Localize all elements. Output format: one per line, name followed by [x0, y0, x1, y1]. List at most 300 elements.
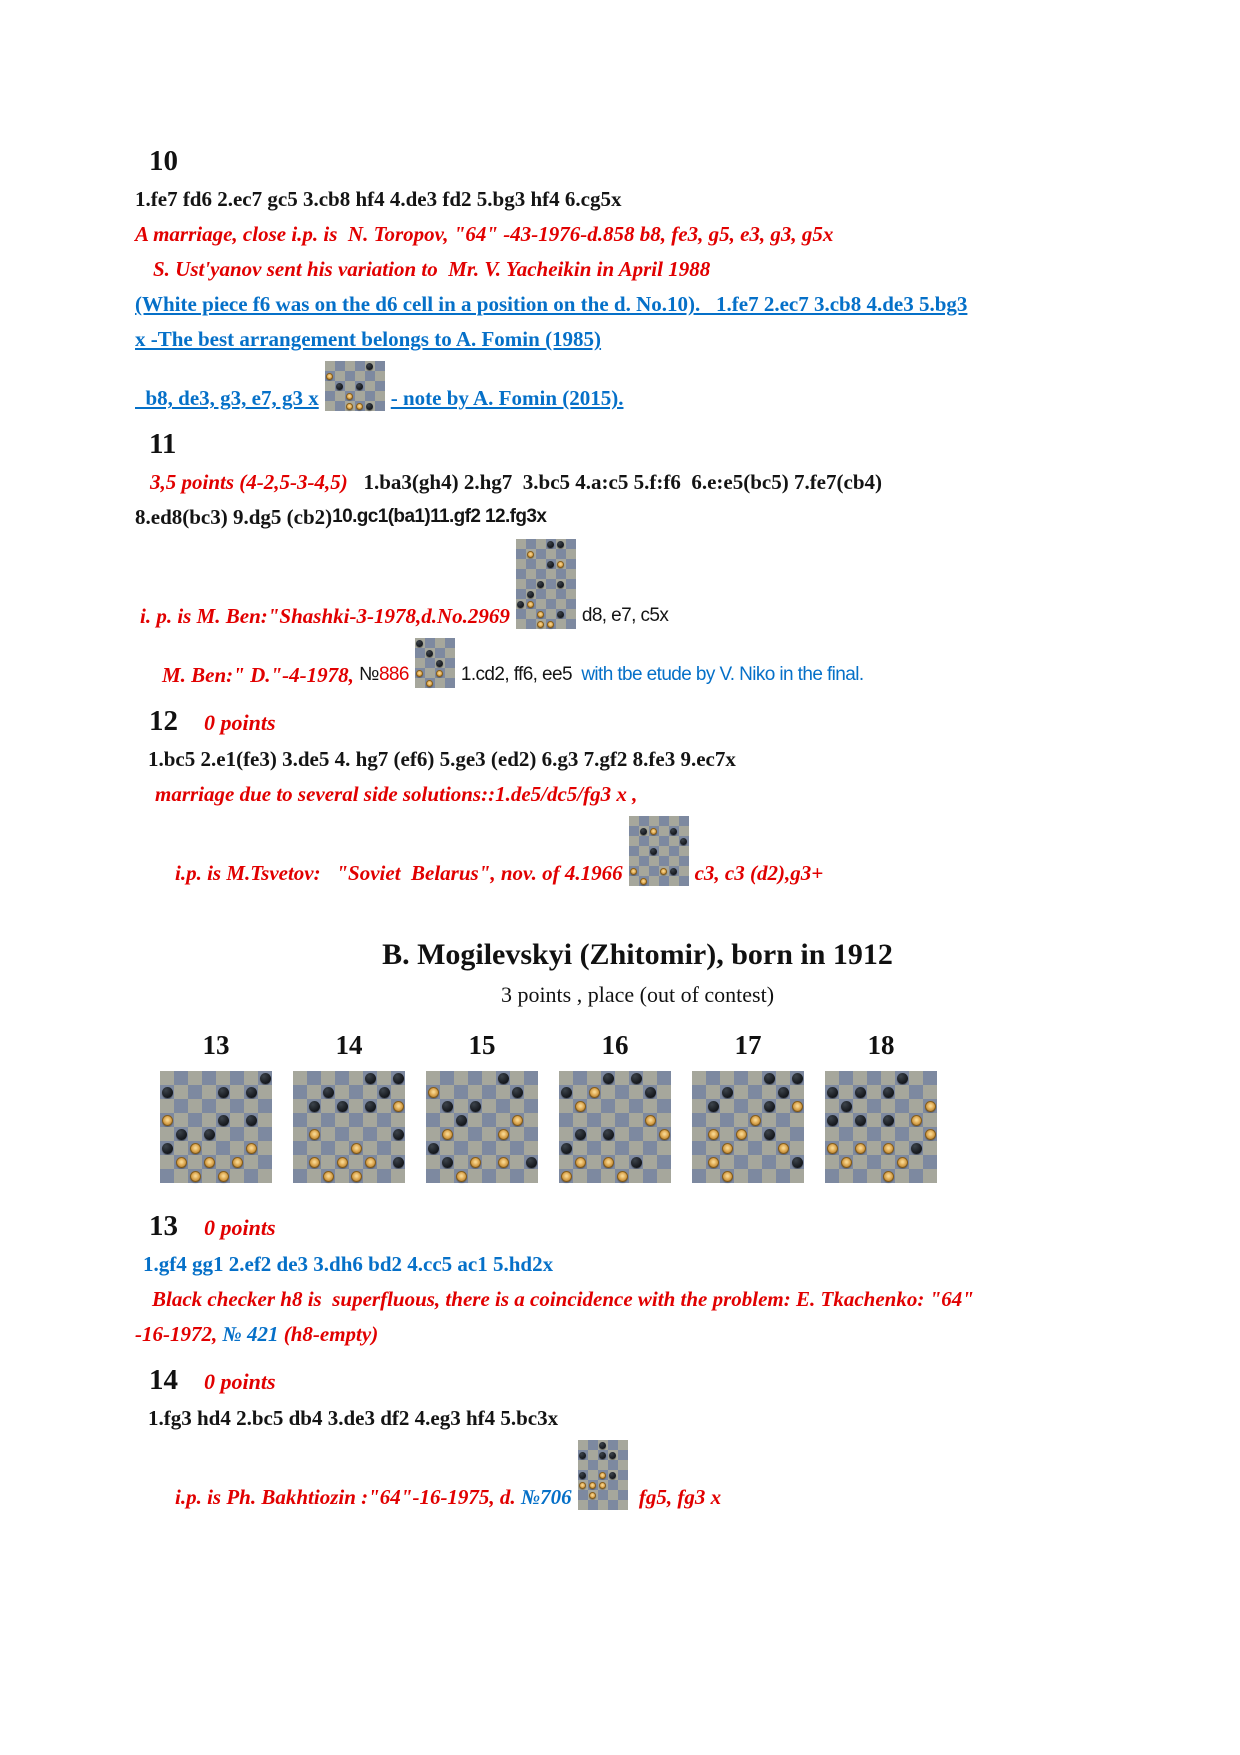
black-checker-piece: [537, 581, 544, 588]
board-square: [839, 1141, 853, 1155]
board-square: [496, 1085, 510, 1099]
board-square: [909, 1141, 923, 1155]
white-checker-piece: [589, 1482, 596, 1489]
board-square: [639, 836, 649, 846]
board-square: [895, 1141, 909, 1155]
board-square: [445, 638, 455, 648]
board-square: [244, 1155, 258, 1169]
black-checker-piece: [557, 581, 564, 588]
white-checker-piece: [792, 1101, 803, 1112]
board-square: [335, 1085, 349, 1099]
white-checker-piece: [883, 1143, 894, 1154]
board-square: [895, 1071, 909, 1085]
board-square: [618, 1460, 628, 1470]
text-run: № 421: [222, 1322, 279, 1346]
board-square: [566, 569, 576, 579]
text-run: 1.gf4 gg1 2.ef2 de3 3.dh6 bd2 4.cc5 ac1 5.hd2x: [143, 1252, 554, 1276]
board-square: [440, 1113, 454, 1127]
board-square: [230, 1127, 244, 1141]
board-square: [202, 1141, 216, 1155]
board-square: [601, 1113, 615, 1127]
white-checker-piece: [575, 1157, 586, 1168]
board-square: [587, 1169, 601, 1183]
board-square: [516, 609, 526, 619]
board-square: [377, 1113, 391, 1127]
black-checker-piece: [911, 1143, 922, 1154]
text-line: [135, 186, 1180, 212]
black-checker-piece: [764, 1101, 775, 1112]
board-square: [435, 668, 445, 678]
board-square: [377, 1155, 391, 1169]
board-square: [482, 1085, 496, 1099]
board-square: [649, 826, 659, 836]
board-square: [468, 1113, 482, 1127]
board-square: [174, 1113, 188, 1127]
board-square: [375, 391, 385, 401]
board-number-13: 13: [202, 1030, 230, 1060]
black-checker-piece: [162, 1087, 173, 1098]
white-checker-piece: [925, 1101, 936, 1112]
checkers-board-b17: [692, 1071, 804, 1183]
board-square: [468, 1099, 482, 1113]
text-run: with tbe etude by V. Niko in the final.: [576, 664, 864, 685]
board-square: [587, 1127, 601, 1141]
board-square: [629, 866, 639, 876]
board-square: [790, 1085, 804, 1099]
board-square: [790, 1099, 804, 1113]
board-square: [839, 1071, 853, 1085]
white-checker-piece: [428, 1087, 439, 1098]
board-square: [706, 1127, 720, 1141]
board-square: [720, 1099, 734, 1113]
board-square: [692, 1099, 706, 1113]
document-content: [135, 144, 1180, 1510]
board-square: [325, 371, 335, 381]
white-checker-piece: [326, 373, 333, 380]
text-run: №: [359, 664, 379, 685]
white-checker-piece: [218, 1171, 229, 1182]
text-run: (White piece f6 was on the d6 cell in a position on the d. No.10). 1.fe7 2.ec7 3.cb8 4.de3 5.bg3: [135, 292, 968, 316]
board-square: [335, 1071, 349, 1085]
board-square: [377, 1169, 391, 1183]
board-square: [435, 638, 445, 648]
text-run: 3,5 points (4-2,5-3-4,5): [150, 470, 348, 494]
board-square: [174, 1085, 188, 1099]
board-square: [720, 1141, 734, 1155]
board-square: [559, 1071, 573, 1085]
section-heading-14: [135, 1363, 1180, 1397]
board-square: [363, 1127, 377, 1141]
board-square: [174, 1071, 188, 1085]
board-square: [867, 1127, 881, 1141]
board-square: [657, 1085, 671, 1099]
board-square: [639, 856, 649, 866]
board-square: [679, 876, 689, 886]
board-square: [516, 569, 526, 579]
white-checker-piece: [722, 1171, 733, 1182]
board-square: [588, 1470, 598, 1480]
board-square: [839, 1085, 853, 1099]
board-square: [258, 1085, 272, 1099]
board-square: [160, 1071, 174, 1085]
board-square: [355, 371, 365, 381]
board-square: [566, 609, 576, 619]
board-square: [482, 1099, 496, 1113]
board-square: [307, 1169, 321, 1183]
black-checker-piece: [599, 1442, 606, 1449]
black-checker-piece: [883, 1115, 894, 1126]
board-square: [307, 1127, 321, 1141]
board-square: [608, 1450, 618, 1460]
white-checker-piece: [827, 1143, 838, 1154]
black-checker-piece: [547, 541, 554, 548]
board-square: [762, 1141, 776, 1155]
board-square: [445, 648, 455, 658]
board-square: [216, 1127, 230, 1141]
checkers-board-b15: [426, 1071, 538, 1183]
board-square: [588, 1490, 598, 1500]
white-checker-piece: [190, 1171, 201, 1182]
black-checker-piece: [575, 1129, 586, 1140]
white-checker-piece: [442, 1129, 453, 1140]
board-square: [615, 1155, 629, 1169]
board-number-16: 16: [601, 1030, 629, 1060]
board-square: [202, 1155, 216, 1169]
board-square: [762, 1169, 776, 1183]
board-square: [391, 1127, 405, 1141]
board-square: [601, 1071, 615, 1085]
board-square: [468, 1169, 482, 1183]
board-square: [762, 1099, 776, 1113]
board-square: [790, 1071, 804, 1085]
board-square: [629, 1085, 643, 1099]
white-checker-piece: [346, 403, 353, 410]
black-checker-piece: [670, 828, 677, 835]
board-square: [692, 1071, 706, 1085]
board-square: [601, 1099, 615, 1113]
board-square: [657, 1071, 671, 1085]
black-checker-piece: [337, 1101, 348, 1112]
board-square: [363, 1071, 377, 1085]
white-checker-piece: [190, 1143, 201, 1154]
board-square: [375, 361, 385, 371]
board-square: [445, 678, 455, 688]
board-square: [244, 1113, 258, 1127]
board-square: [440, 1085, 454, 1099]
board-square: [244, 1099, 258, 1113]
board-square: [454, 1085, 468, 1099]
board-square: [618, 1490, 628, 1500]
board-square: [293, 1113, 307, 1127]
white-checker-piece: [660, 868, 667, 875]
white-checker-piece: [722, 1143, 733, 1154]
text-run: -16-1972,: [135, 1322, 223, 1346]
board-square: [720, 1085, 734, 1099]
board-square: [536, 599, 546, 609]
board-square: [188, 1071, 202, 1085]
black-checker-piece: [323, 1087, 334, 1098]
board-square: [649, 816, 659, 826]
white-checker-piece: [246, 1143, 257, 1154]
black-checker-piece: [246, 1115, 257, 1126]
board-square: [629, 1113, 643, 1127]
board-square: [790, 1155, 804, 1169]
board-square: [375, 401, 385, 411]
text-run: 886: [378, 664, 409, 685]
board-square: [345, 401, 355, 411]
black-checker-piece: [722, 1087, 733, 1098]
board-square: [546, 539, 556, 549]
board-square: [363, 1085, 377, 1099]
board-square: [598, 1450, 608, 1460]
board-square: [349, 1099, 363, 1113]
inline-checkers-board-D: [629, 816, 689, 886]
white-checker-piece: [589, 1492, 596, 1499]
board-square: [909, 1155, 923, 1169]
black-checker-piece: [366, 403, 373, 410]
board-square: [573, 1113, 587, 1127]
board-square: [556, 599, 566, 609]
board-square: [426, 1099, 440, 1113]
board-square: [391, 1155, 405, 1169]
board-square: [391, 1099, 405, 1113]
white-checker-piece: [204, 1157, 215, 1168]
board-square: [454, 1155, 468, 1169]
board-square: [174, 1099, 188, 1113]
board-square: [923, 1071, 937, 1085]
board-square: [669, 816, 679, 826]
board-numbers-row: [160, 1030, 1180, 1061]
board-square: [293, 1141, 307, 1155]
black-checker-piece: [416, 640, 423, 647]
board-square: [776, 1071, 790, 1085]
board-square: [588, 1440, 598, 1450]
black-checker-piece: [778, 1087, 789, 1098]
board-square: [853, 1071, 867, 1085]
text-line: [135, 291, 1180, 317]
board-square: [734, 1085, 748, 1099]
board-square: [321, 1099, 335, 1113]
white-checker-piece: [162, 1115, 173, 1126]
board-square: [510, 1169, 524, 1183]
board-square: [160, 1155, 174, 1169]
board-square: [365, 401, 375, 411]
white-checker-piece: [897, 1157, 908, 1168]
board-square: [679, 856, 689, 866]
board-square: [377, 1141, 391, 1155]
board-square: [468, 1141, 482, 1155]
board-square: [853, 1085, 867, 1099]
board-square: [496, 1113, 510, 1127]
board-square: [839, 1155, 853, 1169]
board-square: [425, 678, 435, 688]
board-square: [790, 1169, 804, 1183]
black-checker-piece: [393, 1073, 404, 1084]
board-square: [325, 401, 335, 411]
board-square: [706, 1155, 720, 1169]
board-square: [657, 1155, 671, 1169]
board-square: [867, 1113, 881, 1127]
board-square: [776, 1155, 790, 1169]
board-square: [566, 579, 576, 589]
board-square: [643, 1113, 657, 1127]
board-square: [867, 1099, 881, 1113]
board-square: [598, 1490, 608, 1500]
board-square: [536, 619, 546, 629]
board-square: [321, 1113, 335, 1127]
board-square: [573, 1085, 587, 1099]
white-checker-piece: [883, 1171, 894, 1182]
text-run: - note by A. Fomin (2015).: [390, 386, 624, 410]
board-square: [321, 1085, 335, 1099]
board-number-15: 15: [468, 1030, 496, 1060]
points-label: 0 points: [204, 710, 276, 735]
board-square: [425, 668, 435, 678]
board-square: [426, 1127, 440, 1141]
checkers-board-b16: [559, 1071, 671, 1183]
board-square: [335, 1113, 349, 1127]
board-square: [615, 1127, 629, 1141]
board-square: [202, 1085, 216, 1099]
author-subheading: 3 points , place (out of contest): [500, 982, 775, 1007]
board-square: [325, 391, 335, 401]
board-square: [776, 1127, 790, 1141]
board-square: [510, 1099, 524, 1113]
board-square: [629, 1127, 643, 1141]
board-square: [468, 1155, 482, 1169]
text-run: №706: [520, 1485, 572, 1509]
board-square: [839, 1113, 853, 1127]
board-square: [734, 1127, 748, 1141]
board-square: [720, 1113, 734, 1127]
board-square: [909, 1113, 923, 1127]
text-line: [135, 539, 1180, 629]
board-square: [335, 381, 345, 391]
board-square: [762, 1155, 776, 1169]
board-square: [923, 1113, 937, 1127]
white-checker-piece: [456, 1171, 467, 1182]
white-checker-piece: [603, 1157, 614, 1168]
board-square: [365, 371, 375, 381]
board-square: [657, 1099, 671, 1113]
board-square: [377, 1085, 391, 1099]
board-square: [307, 1085, 321, 1099]
board-square: [510, 1071, 524, 1085]
text-line: [135, 221, 1180, 247]
board-square: [345, 381, 355, 391]
board-square: [720, 1155, 734, 1169]
board-square: [748, 1099, 762, 1113]
board-square: [559, 1155, 573, 1169]
board-square: [391, 1141, 405, 1155]
board-square: [546, 589, 556, 599]
black-checker-piece: [557, 541, 564, 548]
board-square: [454, 1071, 468, 1085]
board-square: [496, 1155, 510, 1169]
section-number: 11: [149, 428, 177, 460]
board-square: [895, 1085, 909, 1099]
board-square: [482, 1113, 496, 1127]
board-square: [202, 1099, 216, 1113]
board-square: [643, 1169, 657, 1183]
board-square: [776, 1099, 790, 1113]
board-square: [839, 1169, 853, 1183]
board-square: [629, 1071, 643, 1085]
board-square: [615, 1085, 629, 1099]
board-square: [258, 1141, 272, 1155]
board-square: [669, 836, 679, 846]
board-square: [349, 1071, 363, 1085]
board-square: [426, 1085, 440, 1099]
board-square: [526, 539, 536, 549]
board-square: [510, 1141, 524, 1155]
inline-checkers-board-A: [325, 361, 385, 411]
white-checker-piece: [547, 621, 554, 628]
board-square: [629, 876, 639, 886]
black-checker-piece: [309, 1101, 320, 1112]
black-checker-piece: [218, 1087, 229, 1098]
board-square: [307, 1155, 321, 1169]
board-square: [669, 876, 679, 886]
board-square: [615, 1099, 629, 1113]
board-square: [659, 876, 669, 886]
board-square: [426, 1155, 440, 1169]
white-checker-piece: [498, 1157, 509, 1168]
text-run: i.p. is M.Tsvetov: "Soviet Belarus", nov. of 4.1966: [175, 861, 623, 885]
board-square: [573, 1071, 587, 1085]
black-checker-piece: [512, 1087, 523, 1098]
board-square: [546, 549, 556, 559]
board-square: [216, 1085, 230, 1099]
board-square: [524, 1127, 538, 1141]
white-checker-piece: [232, 1157, 243, 1168]
board-square: [601, 1085, 615, 1099]
board-square: [496, 1071, 510, 1085]
board-square: [345, 371, 355, 381]
board-square: [629, 1141, 643, 1155]
board-square: [516, 589, 526, 599]
board-square: [615, 1141, 629, 1155]
board-square: [188, 1085, 202, 1099]
board-square: [524, 1085, 538, 1099]
checkers-board-b18: [825, 1071, 937, 1183]
board-square: [559, 1127, 573, 1141]
board-square: [546, 559, 556, 569]
board-square: [425, 658, 435, 668]
board-square: [202, 1169, 216, 1183]
board-square: [546, 579, 556, 589]
checkers-board-b13: [160, 1071, 272, 1183]
inline-checkers-board-E: [578, 1440, 628, 1510]
board-square: [853, 1127, 867, 1141]
board-square: [556, 549, 566, 559]
white-checker-piece: [911, 1115, 922, 1126]
black-checker-piece: [260, 1073, 271, 1084]
board-square: [510, 1085, 524, 1099]
black-checker-piece: [379, 1087, 390, 1098]
board-square: [454, 1169, 468, 1183]
board-square: [321, 1169, 335, 1183]
boards-row: [160, 1071, 1180, 1183]
black-checker-piece: [365, 1101, 376, 1112]
board-square: [160, 1099, 174, 1113]
board-square: [649, 876, 659, 886]
black-checker-piece: [579, 1472, 586, 1479]
board-square: [566, 549, 576, 559]
board-square: [230, 1155, 244, 1169]
board-square: [825, 1113, 839, 1127]
board-square: [174, 1169, 188, 1183]
